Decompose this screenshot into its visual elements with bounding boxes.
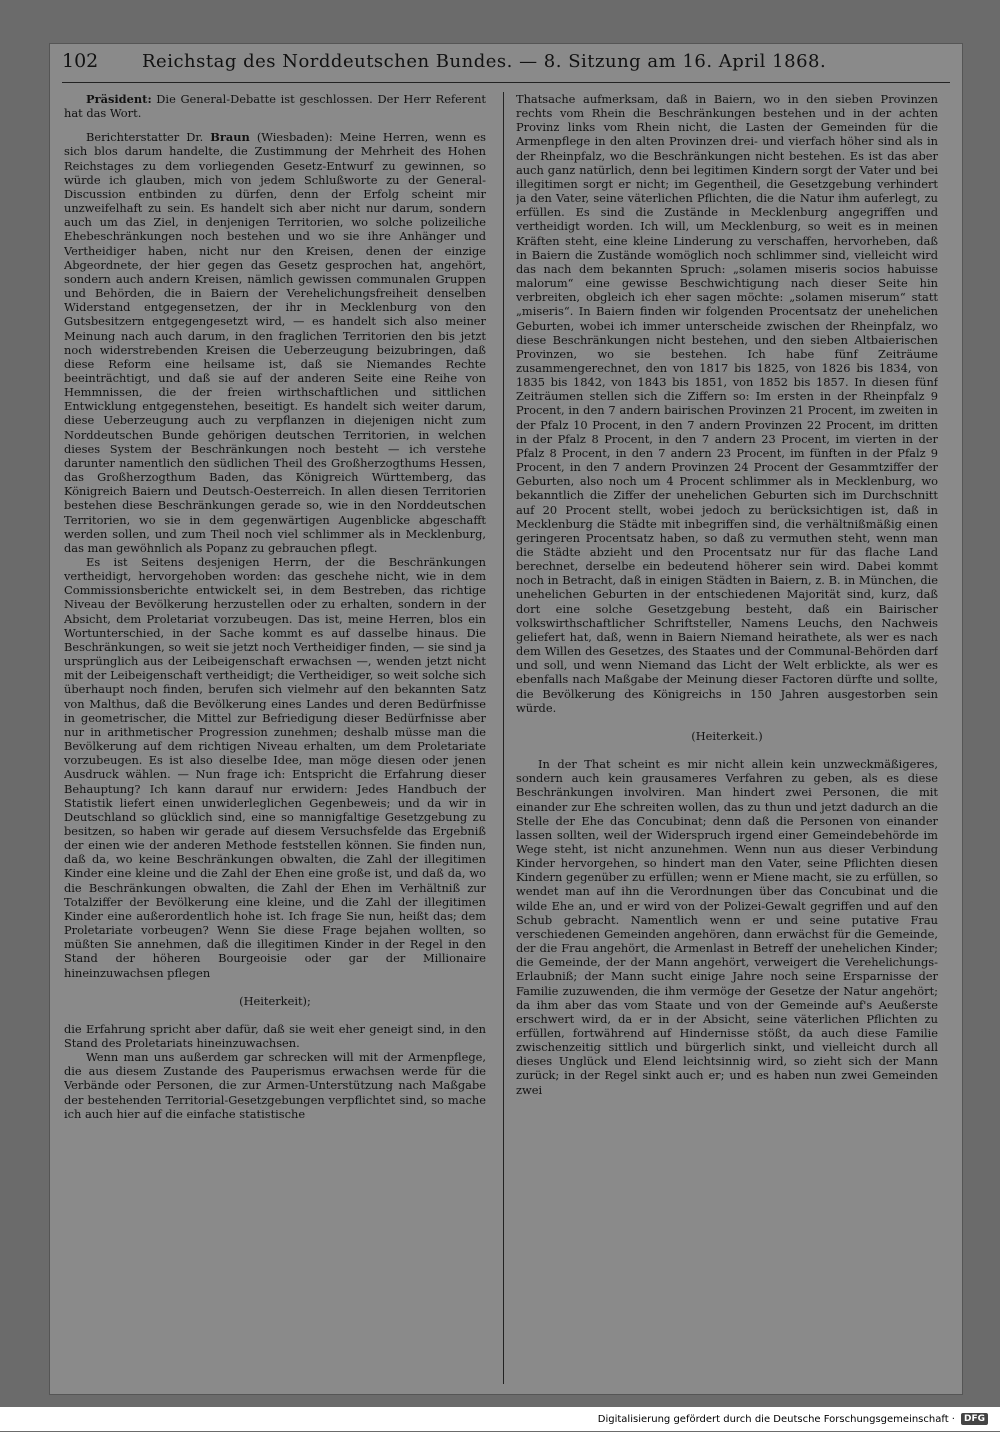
newspaper-page [50,44,962,1394]
president-statement [64,92,486,120]
left-column [64,92,486,1384]
laughter-note: (Heiterkeit); [239,993,311,1008]
speaker-label: Präsident: [86,92,152,106]
right-column [516,92,938,1384]
body-paragraph: Thatsache aufmerksam, daß in Baiern, wo in den sieben Provinzen rechts vom Rhein die Beschränkungen bestehen und in der achten Provinz links vom Rhein nicht, die Lasten der Gemeinden für die Armenpflege in den alten Provinzen drei- und vierfach höher sind als in der Rheinpfalz, wo die Beschränkungen nicht bestehen. Es ist das aber auch ganz natürlich, denn bei legitimen Kindern sorgt der Vater und bei illegitimen sorgt er nicht; im Gegentheil, die Gesetzgebung verhindert ja den Vater, seine väterlichen Pflichten, die die Natur ihm auferlegt, zu erfüllen. Es sind die Zustände in Mecklenburg angegriffen und vertheidigt worden. Ich will, um Mecklenburg, so weit es in meinen Kräften steht, eine kleine Linderung zu verschaffen, hervorheben, daß in Baiern die Zustände womöglich noch schlimmer sind, vielleicht wird das nach dem bekannten Spruch: „solamen miseris socios habuisse malorum“ eine gewisse Beschwichtigung nach dieser Seite hin verbreiten, obgleich ich eher sagen möchte: „solamen miserum“ statt „miseris“. In Baiern finden wir folgenden Procentsatz der unehelichen Geburten, wobei ich immer unterscheide zwischen der Rheinpfalz, wo diese Beschränkungen nicht bestehen, und den sieben Altbaierischen Provinzen, wo sie bestehen. Ich habe fünf Zeiträume zusammengerechnet, den von 1817 bis 1825, von 1826 bis 1834, von 1835 bis 1842, von 1843 bis 1851, von 1852 bis 1857. In diesen fünf Zeiträumen stellen sich die Ziffern so: Im ersten in der Rheinpfalz 9 Procent, in den 7 andern bairischen Provinzen 21 Procent, im zweiten in der Pfalz 10 Procent, in den 7 andern Provinzen 22 Procent, im dritten in der Pfalz 8 Procent, in den 7 andern 23 Procent, im vierten in der Pfalz 8 Procent, in den 7 andern 23 Procent, im fünften in der Pfalz 9 Procent, in den 7 andern Provinzen 24 Procent der Gesammtziffer der Geburten, also noch um 4 Procent schlimmer als in Mecklenburg, wo bekanntlich die Ziffer der unehelichen Geburten sich im Durchschnitt auf 20 Procent stellt, wobei jedoch zu berücksichtigen ist, daß in Mecklenburg die Städte mit inbegriffen sind, die verhältnißmäßig einen geringeren Procentsatz haben, so daß zu vermuthen steht, wenn man die Städte abzieht und den Procentsatz nur für das flache Land berechnet, derselbe ein bedeutend höherer sein wird. Dabei kommt noch in Betracht, daß in einigen Städten in Baiern, z. B. in München, die unehelichen Geburten in der entschiedenen Majorität sind, kurz, daß dort eine solche Gesetzgebung besteht, daß ein Bairischer volkswirthschaftlicher Schriftsteller, Namens Leuchs, den Nachweis geliefert hat, daß, wenn in Baiern Niemand heirathete, als wer es nach dem Willen des Gesetzes, des Staates und der Communal-Behörden darf und soll, und wenn Niemand das Licht der Welt erblickte, als wer es ebenfalls nach Maßgabe der Meinung dieser Factoren dürfte und sollte, die Bevölkerung des Königreichs in 150 Jahren ausgestorben sein würde. [516,92,938,715]
body-paragraph: In der That scheint es mir nicht allein kein unzweckmäßigeres, sondern auch kein grausameres Verfahren zu geben, als es diese Beschränkungen involviren. Man hindert zwei Personen, die mit einander zur Ehe schreiten wollen, das zu thun und jetzt dadurch an die Stelle der Ehe das Concubinat; denn daß die Personen von einander lassen sollten, weil der Widerspruch irgend einer Gemeindebehörde im Wege steht, ist nicht anzunehmen. Wenn nun aus dieser Verbindung Kinder hervorgehen, so hindert man den Vater, seine Pflichten diesen Kindern gegenüber zu erfüllen; wenn er Miene macht, sie zu erfüllen, so wendet man auf ihn die Verordnungen über das Concubinat und die wilde Ehe an, und er wird von der Polizei-Gewalt gegriffen und auf den Schub gebracht. Namentlich wenn er und seine putative Frau verschiedenen Gemeinden angehören, dann erwächst für die Gemeinde, der die Frau angehört, die Armenlast in Betreff der unehelichen Kinder; die Gemeinde, der der Mann angehört, verweigert die Verehelichungs-Erlaubniß; der Mann sucht einige Jahre noch seine Ersparnisse der Familie zuzuwenden, die ihm vermöge der Gesetze der Natur angehört; da ihm aber das vom Staate und von der Gemeinde auf's Aeußerste erschwert wird, da er in der Absicht, seine väterlichen Pflichten zu erfüllen, fortwährend auf Hindernisse stößt, da auch diese Familie zwischenzeitig sittlich und bürgerlich sinkt, und vielleicht durch all dieses Unglück und Elend leichtsinnig wird, so zieht sich der Mann zurück; in der Regel sinkt auch er; und es haben nun zwei Gemeinden zwei [516,757,938,1097]
page-header [62,50,950,78]
footer-credit: Digitalisierung gefördert durch die Deutsche Forschungsgemeinschaft · [597,1413,955,1425]
page-title: Reichstag des Norddeutschen Bundes. — 8. Sitzung am 16. April 1868. [142,51,827,72]
body-paragraph: Es ist Seitens desjenigen Herrn, der die Beschränkungen vertheidigt, hervorgehoben worden: das geschehe nicht, wie in dem Commissionsberichte entwickelt sei, in dem Bestreben, das richtige Niveau der Bevölkerung herzustellen oder zu erhalten, sondern in der Absicht, dem Proletariat vorzubeugen. Das ist, meine Herren, blos ein Wortunterschied, in der Sache kommt es auf dasselbe hinaus. Die Beschränkungen, so weit sie jetzt noch Vertheidiger finden, — sie sind ja ursprünglich aus der Leibeigenschaft erwachsen —, wenden jetzt nicht mit der Leibeigenschaft vertheidigt; die Vertheidiger, so weit solche sich überhaupt noch finden, berufen sich vielmehr auf den bekannten Satz von Malthus, daß die Bevölkerung eines Landes und deren Bedürfnisse in geometrischer, die Mittel zur Befriedigung dieser Bedürfnisse aber nur in arithmetischer Progression zunehmen; deshalb müsse man die Bevölkerung auf dem richtigen Niveau erhalten, um dem Proletariate vorzubeugen. Es ist also dieselbe Idee, man möge diesen oder jenen Ausdruck wählen. — Nun frage ich: Entspricht die Erfahrung dieser Behauptung? Ich kann darauf nur erwidern: Jedes Handbuch der Statistik liefert einen unwiderleglichen Gegenbeweis; und da wir in Deutschland so glücklich sind, eine so mannigfaltige Gesetzgebung zu besitzen, so haben wir gerade auf diesem Versuchsfelde das Ergebniß der einen wie der anderen Methode feststellen können. Sie finden nun, daß da, wo keine Beschränkungen obwalten, die Zahl der illegitimen Kinder eine kleine und die Zahl der Ehen eine große ist, und daß da, wo die Beschränkungen obwalten, die Zahl der Ehen im Verhältniß zur Totalziffer der Bevölkerung eine kleine, und die Zahl der illegitimen Kinder eine außerordentlich hohe ist. Ich frage Sie nun, heißt das; dem Proletariate vorbeugen? Wenn Sie diese Frage bejahen wollten, so müßten Sie annehmen, daß die illegitimen Kinder in der Regel in den Stand der höheren Bourgeoisie oder gar der Millionaire hineinzuwachsen pflegen [64,555,486,980]
rapporteur-name: Braun [210,130,250,145]
rapporteur-paragraph [64,130,486,555]
page-number: 102 [62,50,99,72]
body-paragraph: Wenn man uns außerdem gar schrecken will mit der Armenpflege, die aus diesem Zustande des Pauperismus erwachsen werde für die Verbände oder Personen, die zur Armen-Unterstützung nach Maßgabe der bestehenden Territorial-Gesetzgebungen verpflichtet sind, so mache ich auch hier auf die einfache statistische [64,1050,486,1121]
rapporteur-text: (Wiesbaden): Meine Herren, wenn es sich blos darum handelte, die Zustimmung der Mehrheit des Hohen Reichstages zu dem vorliegenden Gesetz-Entwurf zu gewinnen, so würde ich glauben, mich von jedem Schlußworte zu der General-Discussion entbinden zu dürfen, denn der Erfolg scheint mir unzweifelhaft zu sein. Es handelt sich aber nicht nur darum, sondern auch um das Ziel, in denjenigen Territorien, wo solche polizeiliche Ehebeschränkungen noch bestehen und wo sie ihre Anhänger und Vertheidiger haben, nicht nur den Kreisen, denen der einzige Abgeordnete, der hier gegen das Gesetz gesprochen hat, angehört, sondern auch andern Kreisen, nämlich gewissen communalen Gruppen und Behörden, die in Baiern der Verehelichungsfreiheit denselben Widerstand entgegensetzen, der ihr in Mecklenburg von den Gutsbesitzern entgegengesetzt wird, — es handelt sich also meiner Meinung nach auch darum, in den fraglichen Territorien den bis jetzt noch widerstrebenden Kreisen die Ueberzeugung beizubringen, daß diese Reform eine heilsame ist, daß sie Niemandes Rechte beeinträchtigt, und daß sie auf der anderen Seite eine Reihe von Hemmnissen, die der freien wirthschaftlichen und sittlichen Entwicklung entgegenstehen, beseitigt. Es handelt sich weiter darum, diese Ueberzeugung auch zu verpflanzen in diejenigen nicht zum Norddeutschen Bunde gehörigen deutschen Territorien, in welchen dieses System der Beschränkungen noch besteht — ich verstehe darunter namentlich den südlichen Theil des Großherzogthums Hessen, das Großherzogthum Baden, das Königreich Württemberg, das Königreich Baiern und Deutsch-Oesterreich. In allen diesen Territorien bestehen diese Beschränkungen gerade so, wie in den Norddeutschen Territorien, wo sie in dem gegenwärtigen Augenblicke abgeschafft werden sollen, und zum Theil noch viel schlimmer als in Mecklenburg, das man gewöhnlich als Popanz zu gebrauchen pflegt. [64,130,486,555]
footer-bar [0,1407,1000,1431]
header-rule [62,82,950,83]
rapporteur-intro: Berichterstatter Dr. [86,130,211,145]
body-paragraph: die Erfahrung spricht aber dafür, daß sie weit eher geneigt sind, in den Stand des Proletariats hineinzuwachsen. [64,1021,486,1050]
president-text: Die General-Debatte ist geschlossen. Der Herr Referent hat das Wort. [64,92,486,121]
column-divider [503,92,504,1384]
dfg-logo: DFG [961,1413,988,1425]
laughter-note: (Heiterkeit.) [691,728,763,743]
